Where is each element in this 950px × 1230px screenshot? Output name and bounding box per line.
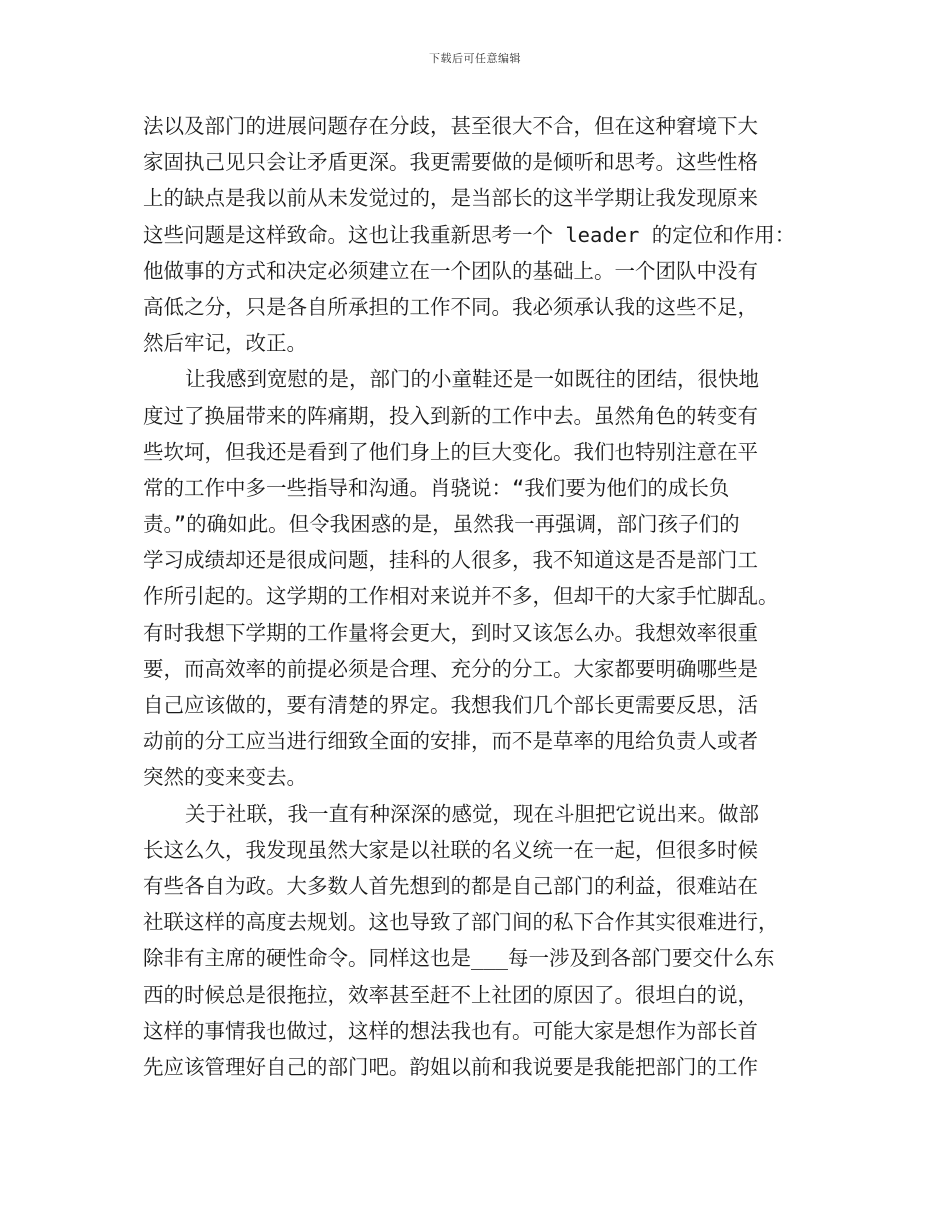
text-line: 自己应该做的，要有清楚的界定。我想我们几个部长更需要反思，活	[143, 693, 758, 717]
text-line: 责。”的确如此。但令我困惑的是，虽然我一再强调，部门孩子们的	[143, 512, 740, 537]
paragraph-start-line: 关于社联，我一直有种深深的感觉，现在斗胆把它说出来。做部	[185, 801, 759, 826]
text-line: 有时我想下学期的工作量将会更大，到时又该怎么办。我想效率很重	[143, 620, 758, 645]
text-line: 这样的事情我也做过，这样的想法我也有。可能大家是想作为部长首	[143, 1018, 758, 1043]
text-line: 动前的分工应当进行细致全面的安排，而不是草率的甩给负责人或者	[143, 729, 758, 754]
text-line: 然后牢记，改正。	[143, 331, 307, 356]
text-line: 法以及部门的进展问题存在分歧，甚至很大不合，但在这种窘境下大	[143, 114, 758, 138]
text-line: 家固执己见只会让矛盾更深。我更需要做的是倾听和思考。这些性格	[143, 150, 758, 175]
document-body	[143, 108, 823, 1085]
text-line: 些坎坷，但我还是看到了他们身上的巨大变化。我们也特别注意在平	[143, 439, 758, 464]
text-line: 作所引起的。这学期的工作相对来说并不多，但却干的大家手忙脚乱。	[143, 584, 779, 609]
paragraph-start-line: 让我感到宽慰的是，部门的小童鞋还是一如既往的团结，很快地	[185, 367, 759, 392]
text-line: 上的缺点是我以前从未发觉过的，是当部长的这半学期让我发现原来	[143, 186, 758, 211]
text-line: 除非有主席的硬性命令。同样这也是___每一涉及到各部门要交什么东	[143, 946, 775, 971]
page-header: 下载后可任意编辑	[429, 52, 521, 65]
text-line: 学习成绩却还是很成问题，挂科的人很多，我不知道这是否是部门工	[143, 548, 758, 573]
text-line: 高低之分，只是各自所承担的工作不同。我必须承认我的这些不足，	[143, 294, 758, 319]
text-line: 长这么久，我发现虽然大家是以社联的名义统一在一起，但很多时候	[143, 837, 758, 862]
text-line: 常的工作中多一些指导和沟通。肖骁说：“我们要为他们的成长负	[143, 475, 730, 500]
text-line: 他做事的方式和决定必须建立在一个团队的基础上。一个团队中没有	[143, 258, 758, 283]
text-line: 要，而高效率的前提必须是合理、充分的分工。大家都要明确哪些是	[143, 656, 758, 681]
text-line: 先应该管理好自己的部门吧。韵姐以前和我说要是我能把部门的工作	[143, 1054, 758, 1079]
text-line: 突然的变来变去。	[143, 765, 307, 790]
text-line: 西的时候总是很拖拉，效率甚至赶不上社团的原因了。很坦白的说，	[143, 982, 758, 1007]
text-line: 度过了换届带来的阵痛期，投入到新的工作中去。虽然角色的转变有	[143, 403, 758, 428]
text-line: 有些各自为政。大多数人首先想到的都是自己部门的利益，很难站在	[143, 873, 758, 898]
text-line: 社联这样的高度去规划。这也导致了部门间的私下合作其实很难进行，	[143, 910, 779, 935]
text-line: 这些问题是这样致命。这也让我重新思考一个 leader 的定位和作用：	[143, 222, 796, 247]
